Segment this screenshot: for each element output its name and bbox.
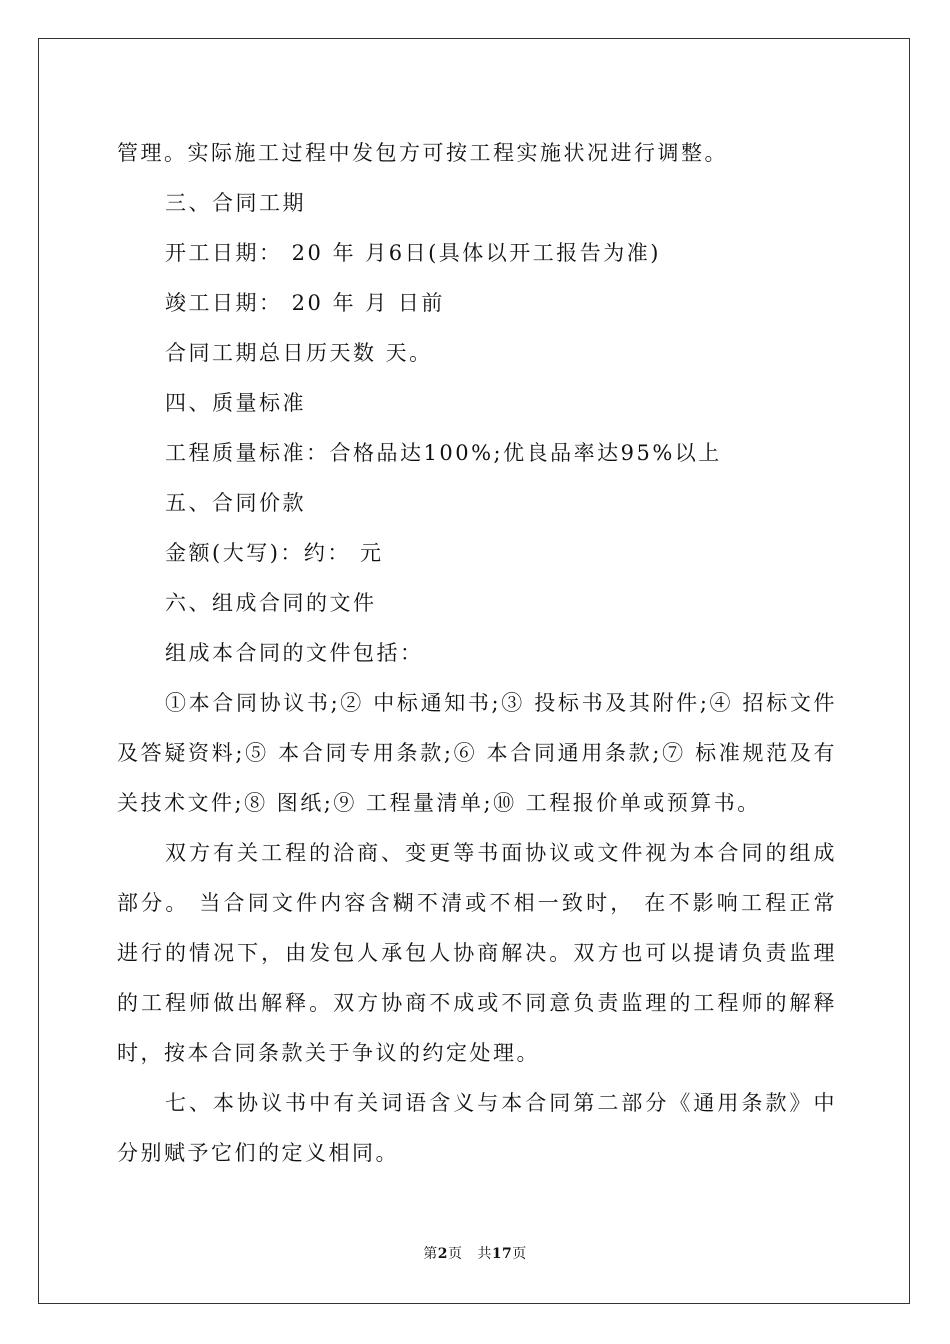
document-body <box>117 128 837 1178</box>
paragraph-continuation: 管理。实际施工过程中发包方可按工程实施状况进行调整。 <box>117 141 728 165</box>
definitions-paragraph: 七、本协议书中有关词语含义与本合同第二部分《通用条款》中分别赋予它们的定义相同。 <box>117 1091 837 1165</box>
total-prefix: 共 <box>477 1246 492 1262</box>
documents-intro-line: 组成本合同的文件包括： <box>165 641 424 665</box>
section-heading-contract-documents: 六、组成合同的文件 <box>165 591 377 615</box>
section-heading-construction-period: 三、合同工期 <box>165 191 306 215</box>
start-date-line: 开工日期： 20 年 月6日(具体以开工报告为准) <box>165 241 661 265</box>
quality-standard-line: 工程质量标准：合格品达100%;优良品率达95%以上 <box>165 441 722 465</box>
total-days-line: 合同工期总日历天数 天。 <box>165 341 433 365</box>
page-footer <box>0 1244 950 1264</box>
interpretation-paragraph: 双方有关工程的洽商、变更等书面协议或文件视为本合同的组成部分。 当合同文件内容含糊不清或不相一致时， 在不影响工程正常进行的情况下，由发包人承包人协商解决。双方也可以提请负责监理的工程师做出解释。双方协商不成或不同意负责监理的工程师的解释时，按本合同条款关于争议的约定处理。 <box>117 841 837 1065</box>
total-suffix: 页 <box>512 1246 527 1262</box>
page-total: 17 <box>491 1246 513 1262</box>
page-suffix: 页 <box>447 1246 463 1262</box>
page-prefix: 第 <box>423 1246 438 1262</box>
completion-date-line: 竣工日期： 20 年 月 日前 <box>165 291 445 315</box>
section-heading-contract-price: 五、合同价款 <box>165 491 306 515</box>
page-number: 2 <box>437 1246 448 1262</box>
amount-line: 金额(大写)：约： 元 <box>165 541 384 565</box>
section-heading-quality-standard: 四、质量标准 <box>165 391 306 415</box>
documents-list-paragraph: ①本合同协议书;② 中标通知书;③ 投标书及其附件;④ 招标文件及答疑资料;⑤ 本合同专用条款;⑥ 本合同通用条款;⑦ 标准规范及有关技术文件;⑧ 图纸;⑨ 工程量清单;⑩ 工程报价单或预算书。 <box>117 691 837 815</box>
